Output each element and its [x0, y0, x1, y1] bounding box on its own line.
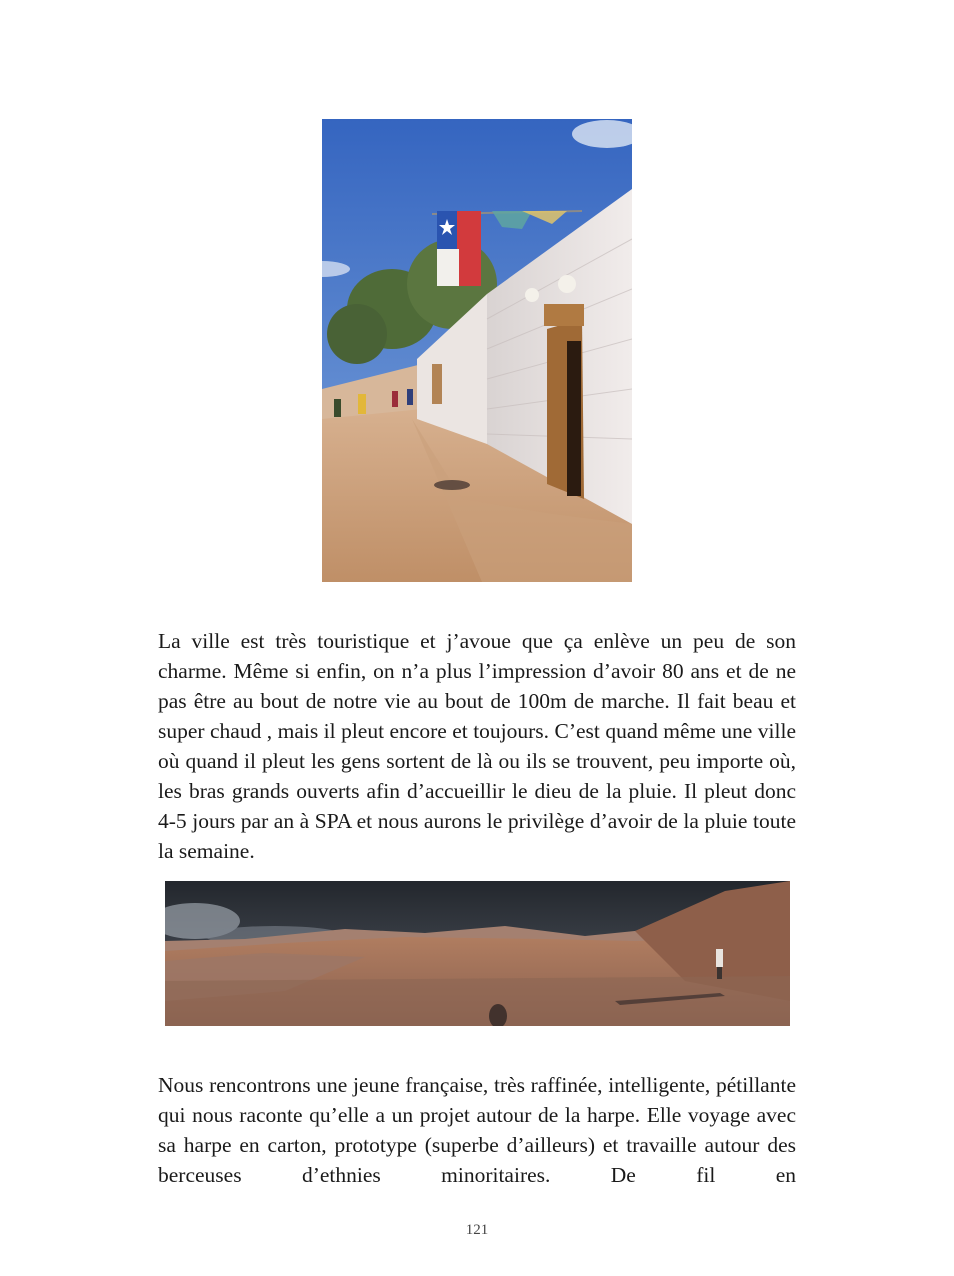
body-paragraph-1: La ville est très touristique et j’avoue que ça enlève un peu de son charme. Même si enfin, on n’a plus l’impression d’avoir 80 ans et de ne pas être au bout de notre vie au bout de 100m de marche. Il fait beau et super chaud , mais il pleut encore et toujours. C’est quand même une ville où quand il pleut les gens sortent de là ou ils se trouvent, peu importe où, les bras grands ouverts afin d’accueillir le dieu de la pluie. Il pleut donc 4-5 jours par an à SPA et nous aurons le privilège d’avoir de la pluie toute la semaine. [158, 629, 796, 863]
street-photo-illustration [322, 119, 632, 582]
body-paragraph-2: Nous rencontrons une jeune française, très raffinée, intelligente, pétillante qui nous raconte qu’elle a un projet autour de la harpe. Elle voyage avec sa harpe en carton, prototype (superbe d’ailleurs) et travaille autour des berceuses d’ethnies minoritaires. De fil en [158, 1073, 796, 1187]
desert-panorama-illustration [165, 881, 790, 1026]
page-number: 121 [465, 1222, 489, 1238]
desert-panorama-photo [165, 881, 790, 1026]
street-photo [322, 119, 632, 582]
